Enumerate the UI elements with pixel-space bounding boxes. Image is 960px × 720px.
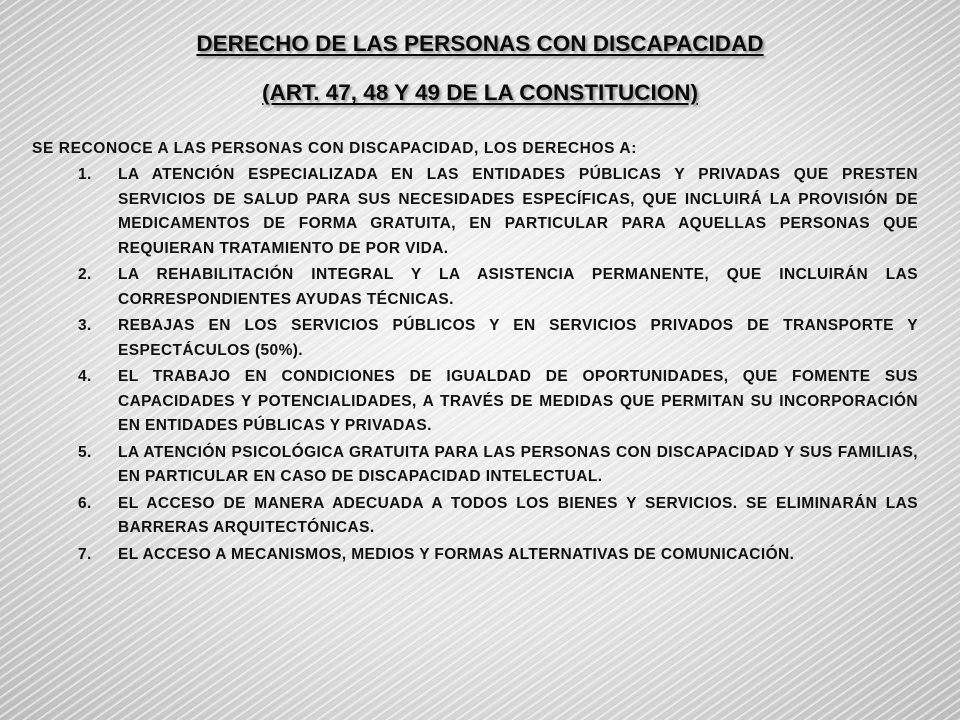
list-item-text: EL ACCESO DE MANERA ADECUADA A TODOS LOS BIENES Y SERVICIOS. SE ELIMINARÁN LAS BARRERAS ARQUITECTÓNICAS. [118,494,918,536]
list-item-number: 4. [78,368,92,385]
list-item-4 [78,365,918,439]
list-item-1 [78,163,918,261]
slide-title: DERECHO DE LAS PERSONAS CON DISCAPACIDAD [196,31,764,56]
list-item-number: 2. [78,266,92,283]
list-item-3 [78,314,918,363]
list-item-number: 7. [78,545,92,563]
list-item-text: EL TRABAJO EN CONDICIONES DE IGUALDAD DE OPORTUNIDADES, QUE FOMENTE SUS CAPACIDADES Y POTENCIALIDADES, A TRAVÉS DE MEDIDAS QUE PERMITAN SU INCORPORACIÓN EN ENTIDADES PÚBLICAS Y PRIVADAS. [118,368,918,434]
list-item-text: REBAJAS EN LOS SERVICIOS PÚBLICOS Y EN SERVICIOS PRIVADOS DE TRANSPORTE Y ESPECTÁCULOS (50%). [118,317,918,359]
list-item-text: EL ACCESO A MECANISMOS, MEDIOS Y FORMAS ALTERNATIVAS DE COMUNICACIÓN. [118,545,795,563]
list-item-number: 1. [78,166,92,183]
list-item-text: LA ATENCIÓN PSICOLÓGICA GRATUITA PARA LAS PERSONAS CON DISCAPACIDAD Y SUS FAMILIAS, EN PARTICULAR EN CASO DE DISCAPACIDAD INTELECTUAL. [118,443,918,485]
list-item-5 [78,441,918,490]
list-item-number: 3. [78,317,92,334]
rights-list [78,163,918,569]
intro-text: SE RECONOCE A LAS PERSONAS CON DISCAPACIDAD, LOS DERECHOS A: [32,140,637,157]
list-item-number: 5. [78,443,92,461]
list-item-2 [78,263,918,312]
list-item-text: LA ATENCIÓN ESPECIALIZADA EN LAS ENTIDADES PÚBLICAS Y PRIVADAS QUE PRESTEN SERVICIOS DE SALUD PARA SUS NECESIDADES ESPECÍFICAS, QUE INCLUIRÁ LA PROVISIÓN DE MEDICAMENTOS DE FORMA GRATUITA, EN PARTICULAR PARA AQUELLAS PERSONAS QUE REQUIERAN TRATAMIENTO DE POR VIDA. [118,166,918,257]
list-item-number: 6. [78,494,92,512]
list-item-text: LA REHABILITACIÓN INTEGRAL Y LA ASISTENCIA PERMANENTE, QUE INCLUIRÁN LAS CORRESPONDIENTES AYUDAS TÉCNICAS. [118,266,918,308]
slide-subtitle: (ART. 47, 48 Y 49 DE LA CONSTITUCION) [262,80,698,105]
list-item-7 [78,543,918,568]
list-item-6 [78,492,918,541]
